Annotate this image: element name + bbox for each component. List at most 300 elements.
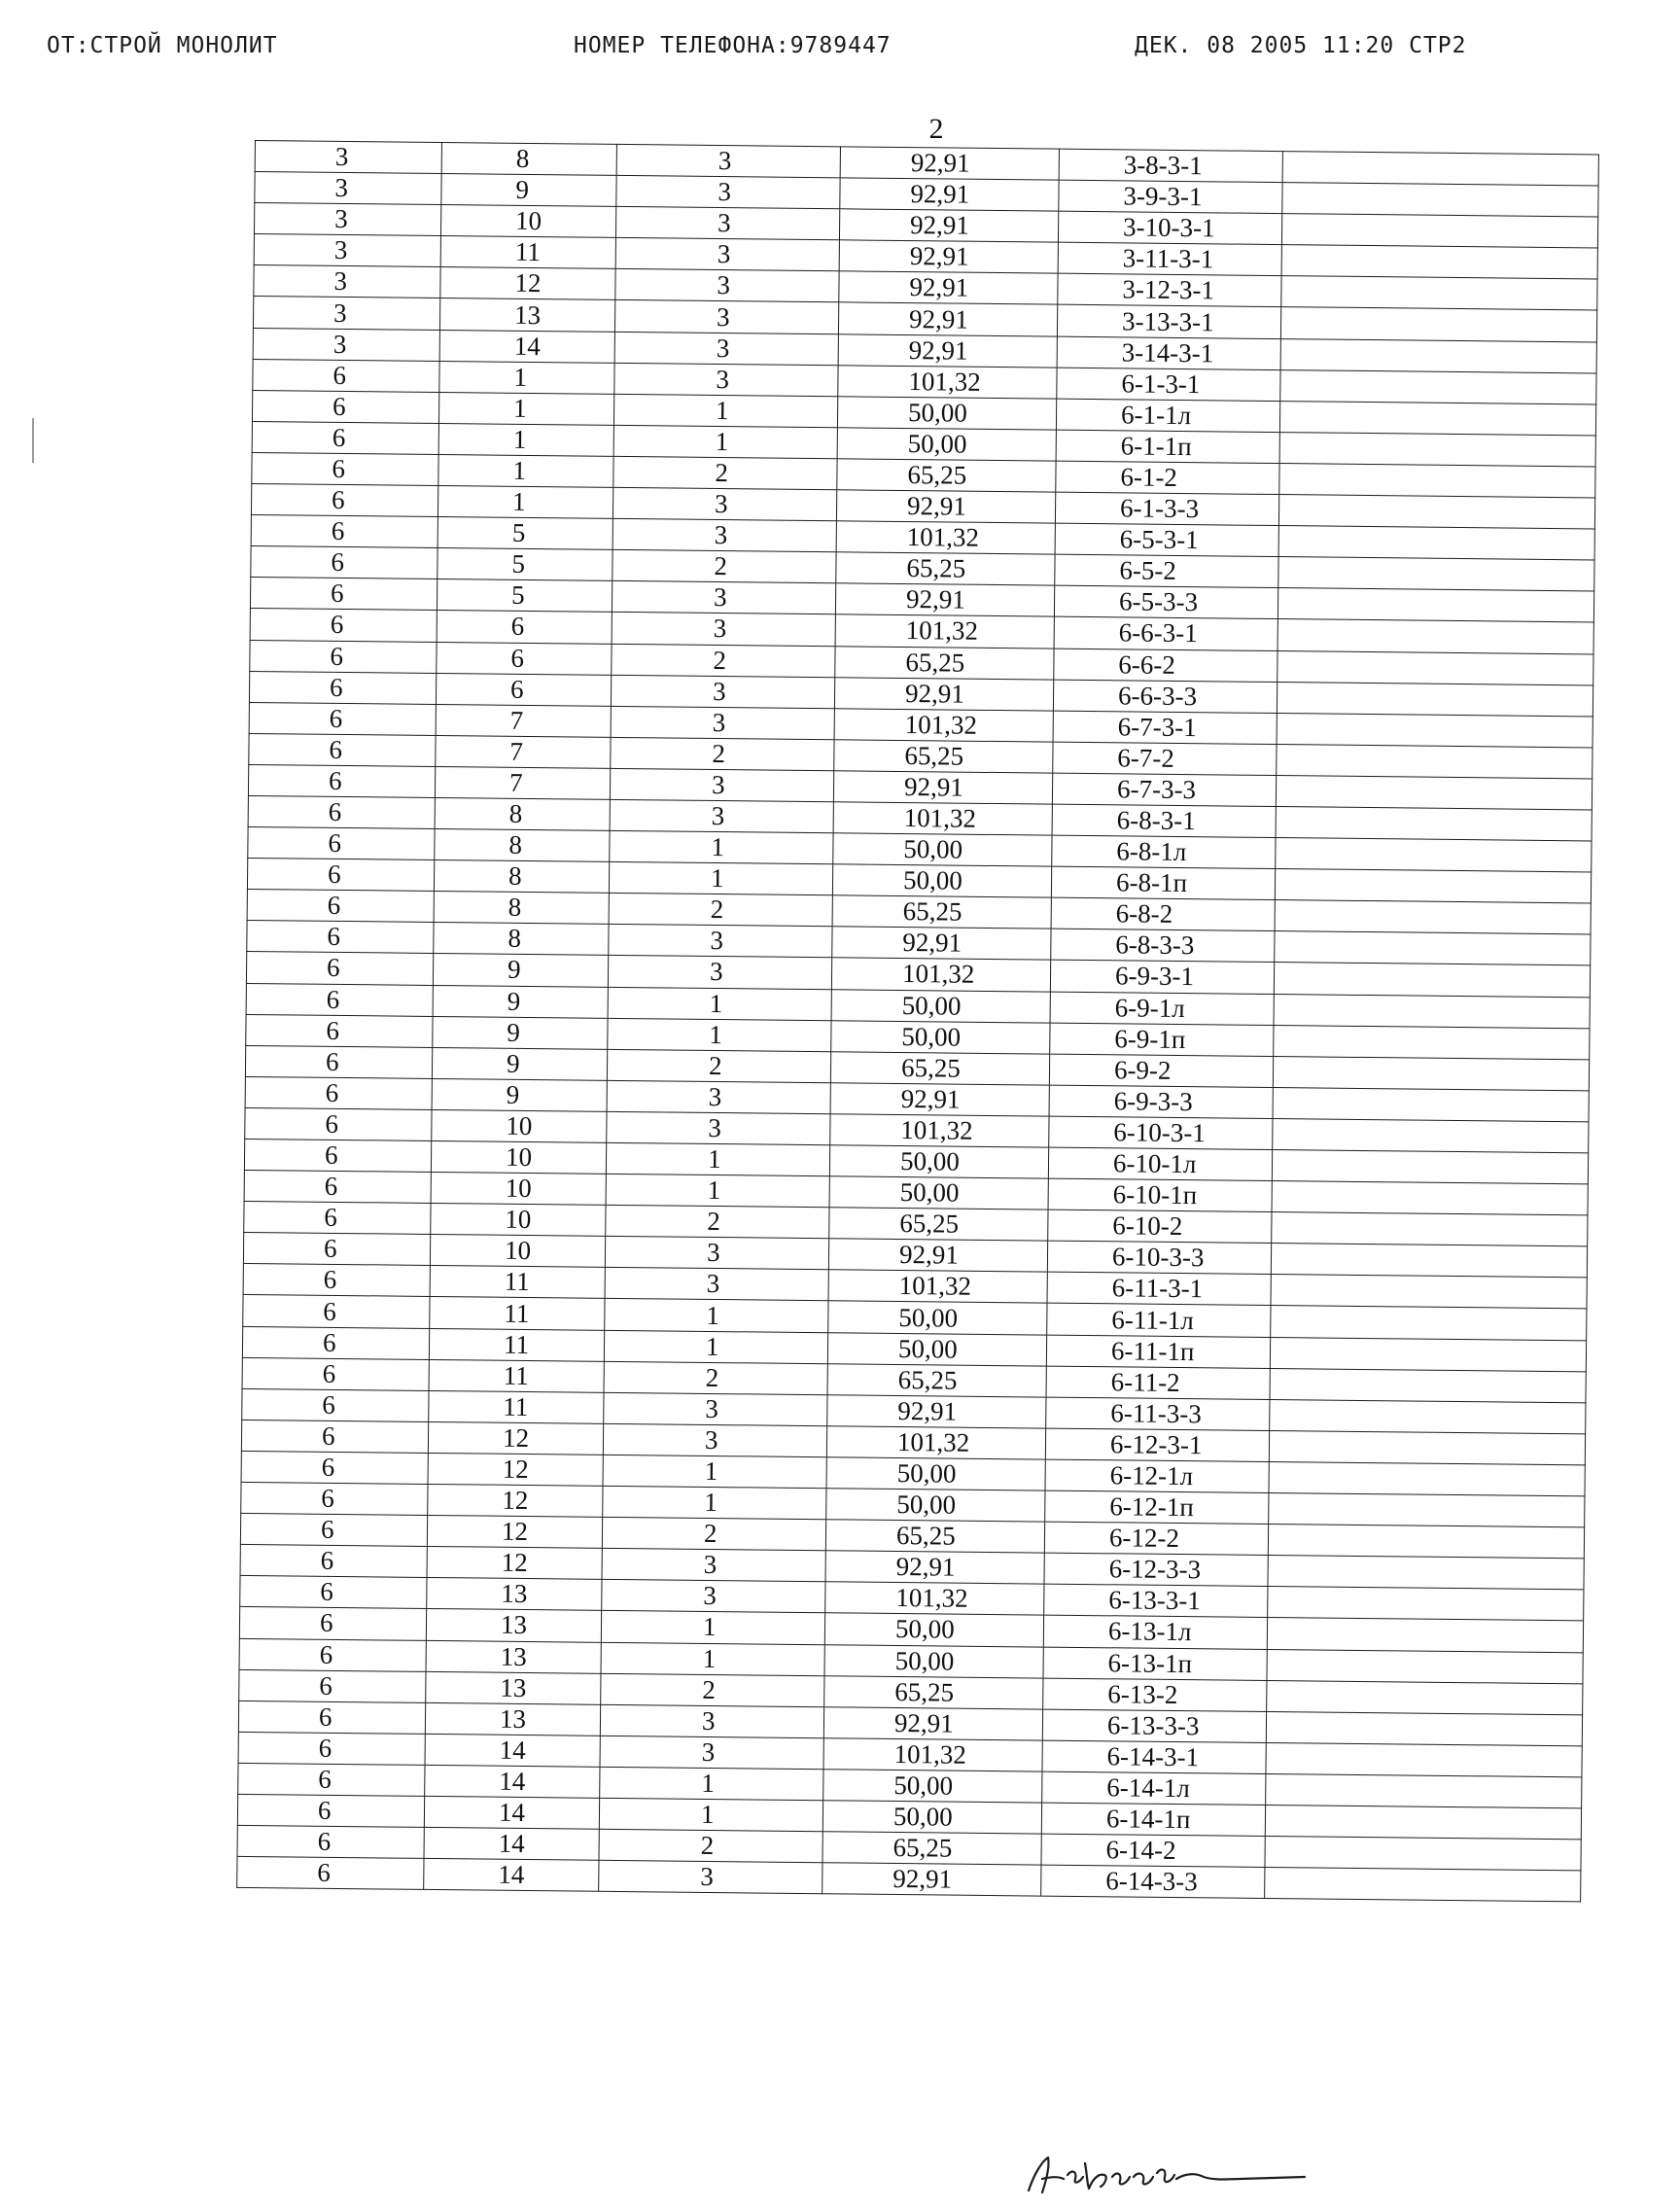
rooms-cell: 3 [612,613,835,647]
area-cell: 92,91 [839,240,1058,273]
rooms-cell: 3 [599,1860,822,1894]
section-cell: 6 [238,1701,425,1734]
area-cell: 101,32 [835,614,1054,648]
floor-cell: 13 [425,1702,600,1736]
apartment-code-cell: 6-13-3-1 [1044,1584,1268,1618]
apartment-code-cell: 6-5-3-3 [1054,585,1278,619]
section-cell: 6 [246,952,433,985]
section-cell: 6 [237,1794,424,1827]
rooms-cell: 3 [616,175,840,209]
apartment-code-cell: 6-6-3-1 [1054,617,1278,651]
floor-cell: 13 [426,1640,601,1673]
area-cell: 50,00 [827,1332,1046,1365]
section-cell: 3 [255,141,441,174]
section-cell: 6 [243,1295,430,1328]
area-cell: 92,91 [822,1863,1041,1896]
note-cell [1281,214,1597,248]
rooms-cell: 2 [609,894,832,928]
rooms-cell: 3 [605,1237,828,1271]
area-cell: 65,25 [824,1675,1043,1708]
note-cell [1278,557,1594,591]
section-cell: 3 [254,234,440,267]
rooms-cell: 3 [602,1549,825,1583]
rooms-cell: 2 [602,1517,825,1551]
floor-cell: 9 [441,174,616,207]
apartment-table-body [237,141,1599,1903]
note-cell [1266,1773,1582,1807]
floor-cell: 10 [431,1204,606,1237]
handwritten-signature [1021,2144,1312,2202]
floor-cell: 11 [440,236,615,269]
section-cell: 6 [250,578,437,611]
fax-header [0,33,1680,62]
note-cell [1266,1711,1582,1745]
area-cell: 50,00 [832,864,1051,897]
rooms-cell: 2 [607,1049,830,1083]
note-cell [1280,338,1596,372]
floor-cell: 14 [424,1827,599,1860]
area-cell: 92,91 [838,333,1057,367]
area-cell: 65,25 [822,1832,1041,1865]
rooms-cell: 1 [604,1330,827,1364]
note-cell [1267,1618,1583,1652]
floor-cell: 5 [438,517,612,550]
rooms-cell: 2 [601,1673,824,1707]
section-cell: 6 [243,1264,430,1297]
section-cell: 6 [241,1482,428,1515]
note-cell [1273,1118,1589,1152]
area-cell: 92,91 [834,677,1053,710]
section-cell: 6 [248,795,435,828]
area-cell: 101,32 [838,365,1057,398]
area-cell: 50,00 [831,989,1050,1022]
area-cell: 92,91 [838,302,1057,335]
area-cell: 65,25 [825,1520,1044,1553]
apartment-code-cell: 6-13-1п [1043,1647,1267,1681]
note-cell [1280,369,1596,403]
area-cell: 101,32 [834,708,1053,741]
apartment-code-cell: 6-7-3-3 [1052,773,1276,807]
fax-phone-number: НОМЕР ТЕЛЕФОНА:9789447 [574,33,892,58]
apartment-code-cell: 6-8-1п [1051,866,1275,900]
apartment-code-cell: 6-13-3-3 [1042,1709,1266,1743]
note-cell [1278,650,1593,684]
area-cell: 92,91 [833,771,1052,804]
section-cell: 6 [252,421,438,454]
apartment-code-cell: 6-14-3-3 [1041,1865,1265,1899]
apartment-code-cell: 3-9-3-1 [1059,180,1282,214]
area-cell: 65,25 [835,646,1054,679]
apartment-code-cell: 6-9-2 [1049,1054,1273,1088]
rooms-cell: 3 [611,675,834,709]
apartment-code-cell: 6-1-3-3 [1055,492,1278,526]
area-cell: 92,91 [836,490,1055,523]
note-cell [1277,713,1592,747]
note-cell [1278,495,1594,529]
rooms-cell: 1 [608,1018,831,1052]
floor-cell: 11 [429,1390,604,1423]
note-cell [1271,1244,1587,1278]
rooms-cell: 3 [608,956,831,990]
note-cell [1272,1212,1588,1246]
apartment-table-sheet [236,140,1598,1903]
area-cell: 101,32 [830,1114,1049,1147]
area-cell: 92,91 [832,927,1051,960]
area-cell: 50,00 [826,1489,1045,1522]
note-cell [1268,1587,1584,1621]
apartment-code-cell: 6-1-2 [1056,461,1279,495]
apartment-code-cell: 6-13-2 [1043,1678,1267,1712]
area-cell: 65,25 [832,895,1051,929]
apartment-code-cell: 6-9-1л [1050,992,1274,1026]
section-cell: 6 [244,1139,431,1172]
floor-cell: 14 [425,1734,600,1767]
note-cell [1265,1837,1581,1871]
section-cell: 6 [237,1857,424,1890]
apartment-code-cell: 6-1-3-1 [1057,368,1280,402]
area-cell: 50,00 [824,1644,1043,1677]
scan-artifact-mark [32,418,34,463]
rooms-cell: 3 [615,238,839,272]
rooms-cell: 3 [614,363,838,397]
floor-cell: 10 [431,1140,606,1174]
floor-cell: 13 [439,298,614,332]
apartment-code-cell: 6-1-1л [1056,399,1279,433]
floor-cell: 12 [427,1516,602,1549]
area-cell: 50,00 [823,1770,1042,1803]
apartment-code-cell: 3-14-3-1 [1057,336,1280,370]
area-cell: 92,91 [839,209,1058,242]
apartment-code-cell: 6-12-1п [1045,1490,1269,1525]
note-cell [1279,463,1595,497]
apartment-code-cell: 6-9-3-3 [1049,1085,1273,1119]
section-cell: 6 [249,702,436,735]
area-cell: 101,32 [833,802,1052,835]
section-cell: 6 [242,1357,429,1390]
apartment-code-cell: 6-10-2 [1048,1210,1272,1244]
section-cell: 6 [239,1607,426,1640]
floor-cell: 1 [438,454,613,487]
section-cell: 6 [247,859,434,892]
floor-cell: 11 [430,1266,605,1299]
apartment-code-cell: 6-7-2 [1053,742,1277,776]
floor-cell: 12 [428,1453,603,1486]
area-cell: 50,00 [833,833,1052,866]
note-cell [1276,807,1592,841]
rooms-cell: 2 [612,644,835,678]
rooms-cell: 1 [601,1611,824,1645]
section-cell: 6 [240,1545,427,1578]
note-cell [1274,1025,1590,1059]
rooms-cell: 3 [607,1080,830,1114]
note-cell [1265,1805,1581,1839]
apartment-code-cell: 6-8-2 [1051,897,1275,931]
rooms-cell: 1 [610,830,833,864]
fax-sender: ОТ:СТРОЙ МОНОЛИТ [47,33,278,58]
apartment-code-cell: 6-13-1л [1043,1615,1267,1649]
section-cell: 6 [244,1202,431,1235]
rooms-cell: 1 [609,862,832,896]
section-cell: 6 [245,1076,432,1109]
rooms-cell: 3 [600,1736,823,1770]
floor-cell: 10 [431,1173,606,1206]
note-cell [1265,1868,1581,1902]
rooms-cell: 3 [607,1111,830,1145]
rooms-cell: 2 [599,1829,822,1863]
floor-cell: 11 [429,1359,604,1392]
apartment-code-cell: 6-10-1п [1048,1178,1272,1212]
floor-cell: 12 [427,1547,602,1580]
floor-cell: 8 [441,143,616,176]
rooms-cell: 2 [604,1361,827,1395]
floor-cell: 9 [433,954,608,987]
area-cell: 65,25 [829,1208,1048,1241]
floor-cell: 9 [432,1078,607,1111]
rooms-cell: 3 [611,706,834,740]
rooms-cell: 1 [603,1486,826,1520]
rooms-cell: 3 [616,144,840,178]
rooms-cell: 3 [612,487,836,521]
apartment-code-cell: 6-12-3-1 [1045,1428,1269,1462]
rooms-cell: 3 [614,300,838,334]
floor-cell: 1 [439,361,614,394]
apartment-code-cell: 6-11-1л [1047,1304,1271,1338]
note-cell [1271,1275,1587,1309]
rooms-cell: 3 [603,1423,826,1457]
rooms-cell: 3 [615,207,839,241]
apartment-table [236,140,1599,1903]
note-cell [1282,183,1598,217]
note-cell [1267,1649,1583,1683]
section-cell: 6 [253,359,439,392]
section-cell: 6 [247,921,434,954]
section-cell: 6 [249,733,436,766]
section-cell: 6 [242,1388,429,1421]
rooms-cell: 1 [608,987,831,1021]
section-cell: 6 [250,640,437,673]
section-cell: 6 [245,1045,432,1078]
note-cell [1269,1430,1585,1464]
fax-date-and-page: ДЕК. 08 2005 11:20 СТР2 [1135,33,1467,58]
apartment-code-cell: 6-14-1л [1042,1771,1266,1806]
section-cell: 6 [251,484,438,517]
section-cell: 6 [244,1171,431,1204]
floor-cell: 1 [438,486,612,519]
area-cell: 92,91 [823,1706,1042,1739]
note-cell [1278,619,1593,653]
floor-cell: 10 [440,205,615,238]
apartment-code-cell: 6-12-1л [1045,1459,1269,1493]
section-cell: 3 [254,203,440,236]
note-cell [1269,1461,1585,1495]
signature-text: Макарова [1025,2173,1081,2186]
section-cell: 6 [251,515,438,548]
area-cell: 92,91 [835,583,1054,616]
rooms-cell: 3 [610,768,833,802]
note-cell [1271,1306,1587,1340]
floor-cell: 8 [435,797,610,830]
rooms-cell: 2 [611,737,834,771]
rooms-cell: 2 [613,456,837,490]
floor-cell: 13 [426,1609,601,1642]
section-cell: 6 [240,1576,427,1609]
section-cell: 6 [238,1763,425,1796]
section-cell: 6 [248,827,435,860]
area-cell: 92,91 [825,1551,1044,1584]
section-cell: 6 [243,1233,430,1266]
section-cell: 6 [247,890,434,923]
note-cell [1268,1556,1584,1590]
apartment-code-cell: 6-6-3-3 [1053,680,1277,714]
note-cell [1279,432,1595,466]
area-cell: 92,91 [839,271,1058,304]
rooms-cell: 1 [603,1455,826,1489]
area-cell: 50,00 [829,1176,1048,1210]
note-cell [1276,838,1592,872]
floor-cell: 7 [436,735,611,768]
note-cell [1275,869,1591,903]
note-cell [1281,276,1597,310]
note-cell [1270,1399,1586,1433]
floor-cell: 13 [427,1578,602,1611]
apartment-code-cell: 6-9-1п [1050,1023,1274,1057]
rooms-cell: 1 [606,1142,829,1176]
section-cell: 3 [253,328,439,361]
area-cell: 101,32 [826,1426,1045,1459]
note-cell [1273,1056,1589,1090]
area-cell: 65,25 [836,552,1055,585]
floor-cell: 13 [426,1671,601,1704]
floor-cell: 5 [438,548,612,581]
note-cell [1278,588,1593,622]
floor-cell: 10 [432,1109,607,1142]
page-number: 2 [928,113,944,145]
floor-cell: 9 [433,985,608,1018]
floor-cell: 1 [438,392,613,425]
note-cell [1269,1493,1585,1527]
rooms-cell: 2 [612,550,836,584]
section-cell: 6 [240,1514,427,1547]
area-cell: 50,00 [828,1301,1047,1334]
apartment-code-cell: 3-12-3-1 [1058,274,1281,308]
rooms-cell: 1 [606,1174,829,1208]
apartment-code-cell: 6-9-3-1 [1050,961,1274,995]
area-cell: 50,00 [829,1145,1048,1178]
area-cell: 50,00 [831,1020,1050,1053]
apartment-code-cell: 6-8-3-1 [1052,804,1276,838]
area-cell: 65,25 [837,459,1056,492]
rooms-cell: 3 [609,925,832,959]
apartment-code-cell: 6-14-3-1 [1042,1740,1266,1774]
rooms-cell: 1 [601,1642,824,1676]
floor-cell: 12 [428,1421,603,1455]
apartment-code-cell: 3-13-3-1 [1057,305,1280,339]
section-cell: 6 [252,452,438,485]
note-cell [1272,1181,1588,1215]
section-cell: 6 [246,1014,433,1047]
note-cell [1273,1087,1589,1121]
floor-cell: 11 [429,1328,604,1361]
floor-cell: 14 [439,330,614,363]
apartment-code-cell: 6-11-3-3 [1046,1397,1270,1431]
area-cell: 101,32 [825,1582,1044,1615]
note-cell [1277,744,1592,778]
apartment-code-cell: 6-12-2 [1044,1522,1268,1556]
section-cell: 6 [242,1326,429,1359]
apartment-code-cell: 3-11-3-1 [1058,242,1281,276]
note-cell [1278,526,1594,560]
apartment-code-cell: 6-8-3-3 [1051,929,1275,963]
floor-cell: 12 [440,267,615,300]
apartment-code-cell: 6-6-2 [1054,649,1278,683]
area-cell: 50,00 [822,1801,1041,1834]
apartment-code-cell: 6-10-3-1 [1049,1116,1273,1150]
apartment-code-cell: 6-8-1л [1052,835,1276,869]
apartment-code-cell: 6-11-2 [1046,1366,1270,1400]
rooms-cell: 3 [605,1268,828,1302]
area-cell: 92,91 [827,1394,1046,1427]
floor-cell: 8 [435,829,610,862]
rooms-cell: 3 [610,799,833,833]
section-cell: 6 [246,983,433,1016]
area-cell: 101,32 [836,521,1055,554]
rooms-cell: 3 [615,269,839,303]
rooms-cell: 3 [604,1392,827,1426]
note-cell [1281,245,1597,279]
rooms-cell: 3 [614,332,838,366]
floor-cell: 6 [437,642,612,675]
floor-cell: 14 [424,1859,599,1892]
section-cell: 6 [237,1825,424,1858]
floor-cell: 8 [434,923,609,956]
apartment-code-cell: 6-14-1п [1041,1803,1265,1837]
apartment-code-cell: 6-1-1п [1056,430,1279,464]
floor-cell: 7 [435,766,610,799]
area-cell: 101,32 [828,1270,1047,1303]
rooms-cell: 3 [600,1704,823,1738]
area-cell: 65,25 [834,740,1053,773]
rooms-cell: 1 [613,425,837,459]
section-cell: 6 [249,671,436,704]
note-cell [1266,1742,1582,1776]
floor-cell: 9 [432,1047,607,1080]
rooms-cell: 2 [606,1206,829,1240]
section-cell: 6 [251,546,438,579]
section-cell: 6 [250,609,437,642]
floor-cell: 8 [434,860,609,894]
area-cell: 50,00 [837,428,1056,461]
area-cell: 101,32 [831,958,1050,991]
section-cell: 6 [241,1451,428,1484]
note-cell [1282,152,1598,186]
rooms-cell: 1 [613,394,837,428]
floor-cell: 9 [433,1016,608,1049]
floor-cell: 11 [430,1297,605,1330]
apartment-code-cell: 6-11-1п [1046,1335,1270,1369]
section-cell: 3 [254,265,440,298]
section-cell: 6 [241,1420,428,1453]
area-cell: 50,00 [837,397,1056,430]
section-cell: 6 [248,764,435,797]
note-cell [1274,963,1590,997]
apartment-code-cell: 6-11-3-1 [1047,1272,1271,1306]
area-cell: 65,25 [830,1051,1049,1084]
note-cell [1277,682,1592,716]
note-cell [1272,1150,1588,1184]
apartment-code-cell: 6-5-2 [1055,554,1278,588]
floor-cell: 1 [438,423,613,456]
section-cell: 6 [239,1638,426,1671]
